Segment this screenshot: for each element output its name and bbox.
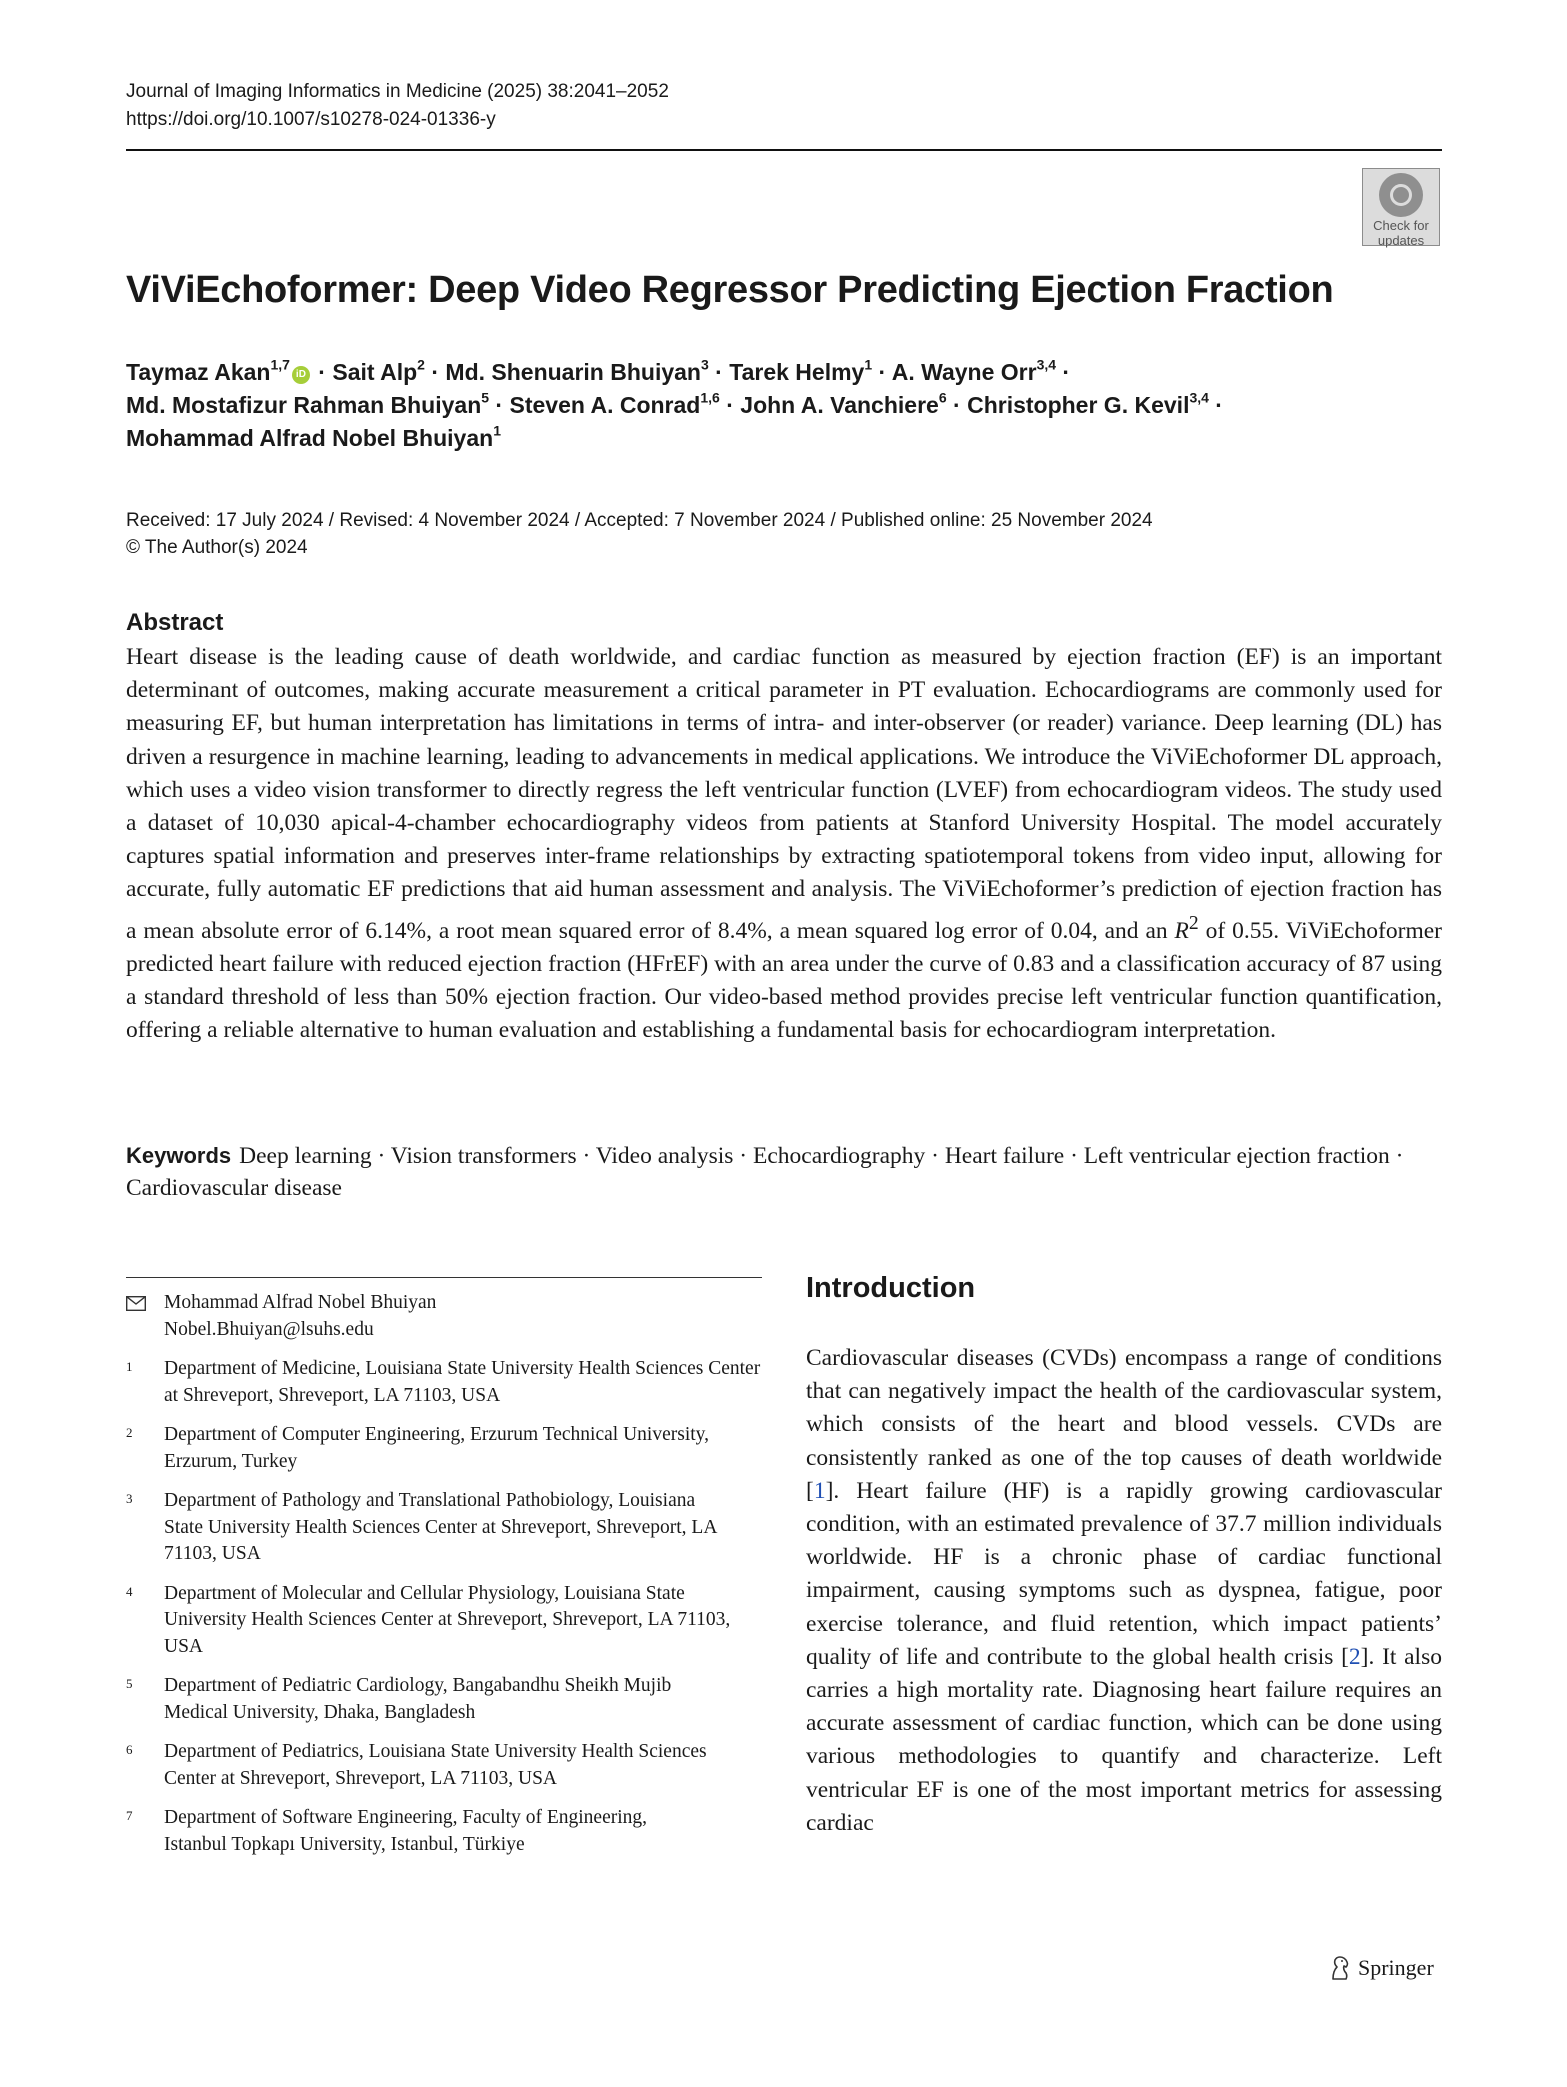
affiliation-text: Department of Software Engineering, Faculty of Engineering, Istanbul Topkapı University, Istanbul, Türkiye xyxy=(164,1807,648,1855)
author-separator: · xyxy=(708,359,730,385)
author-affiliation-sup: 1 xyxy=(864,356,873,373)
journal-header xyxy=(126,78,669,134)
author-affiliation-sup: 3,4 xyxy=(1036,356,1057,373)
affiliation-item xyxy=(126,1356,762,1409)
check-updates-label-2: updates xyxy=(1377,233,1425,248)
author-affiliation-sup: 2 xyxy=(417,356,425,373)
affiliation-item xyxy=(126,1488,762,1568)
affiliation-number: 1 xyxy=(126,1359,133,1374)
introduction-body xyxy=(806,1342,1442,1840)
author-affiliation-sup: 1 xyxy=(493,422,501,439)
author-separator: · xyxy=(424,359,446,385)
author-separator: · xyxy=(311,359,333,385)
header-rule xyxy=(126,149,1442,151)
history-dates: Received: 17 July 2024 / Revised: 4 November 2024 / Accepted: 7 November 2024 / Published online: 25 November 2024 xyxy=(126,510,1153,531)
keywords-list: Deep learning · Vision transformers · Video analysis · Echocardiography · Heart failure · Left ventricular ejection fraction · Cardiovascular disease xyxy=(126,1143,1404,1201)
author-separator: · xyxy=(489,392,510,418)
affiliation-number: 6 xyxy=(126,1742,133,1757)
affiliation-number: 4 xyxy=(126,1583,133,1599)
author-name[interactable]: A. Wayne Orr xyxy=(891,359,1037,385)
author-name[interactable]: Md. Mostafizur Rahman Bhuiyan xyxy=(126,392,482,418)
intro-text-part3: ]. It also carries a high mortality rate. Diagnosing heart failure requires an accurate assessment of cardiac function, which can be done using various methodologies to quantify and characterize. Left ventricular EF is one of the most important metrics for assessing cardiac xyxy=(806,1643,1442,1836)
keywords-label: Keywords xyxy=(126,1143,232,1168)
affiliation-item xyxy=(126,1422,762,1475)
author-name[interactable]: Tarek Helmy xyxy=(729,359,865,385)
author-name[interactable]: Christopher G. Kevil xyxy=(967,392,1190,418)
author-name[interactable]: Md. Shenuarin Bhuiyan xyxy=(445,359,701,385)
citation-link[interactable]: 2 xyxy=(1348,1643,1361,1670)
copyright-line: © The Author(s) 2024 xyxy=(126,537,308,558)
publisher-footer xyxy=(1328,1953,1434,1983)
envelope-icon xyxy=(126,1290,164,1343)
abstract-heading: Abstract xyxy=(126,609,224,636)
r-squared-exponent: 2 xyxy=(1188,912,1199,934)
author-affiliation-sup: 1,7 xyxy=(270,356,290,373)
publication-history xyxy=(126,507,1153,561)
citation-link[interactable]: 1 xyxy=(813,1477,826,1504)
intro-text-part2: ]. Heart failure (HF) is a rapidly growing cardiovascular condition, with an estimated prevalence of 37.7 million individuals worldwide. HF is a chronic phase of cardiac functional impairment, causing symptoms such as dyspnea, fatigue, poor exercise tolerance, and fluid retention, which impact patients’ quality of life and contribute to the global health crisis [ xyxy=(806,1477,1442,1670)
publisher-name: Springer xyxy=(1358,1955,1434,1980)
affiliation-item xyxy=(126,1673,762,1726)
author-affiliation-sup: 1,6 xyxy=(700,389,720,406)
abstract-text-part1: Heart disease is the leading cause of death worldwide, and cardiac function as measured by ejection fraction (EF) is an important determinant of outcomes, making accurate measurement a critical parameter in PT evaluation. Echocardiograms are commonly used for measuring EF, but human interpretation has limitations in terms of intra- and inter-observer (or reader) variance. Deep learning (DL) has driven a resurgence in machine learning, leading to advancements in medical applications. We introduce the ViViEchoformer DL approach, which uses a video vision transformer to directly regress the left ventricular function (LVEF) from echocardiogram videos. The study used a dataset of 10,030 apical-4-chamber echocardiography videos from patients at Stanford University Hospital. The model accurately captures spatial information and preserves inter-frame relationships by extracting spatiotemporal tokens from video input, allowing for accurate, fully automatic EF predictions that aid human assessment and analysis. The ViViEchoformer’s prediction of ejection fraction has a mean absolute error of 6.14%, a root mean squared error of 8.4%, a mean squared log error of 0.04, and an xyxy=(126,644,1442,944)
affiliation-footnotes xyxy=(126,1290,762,1871)
affiliation-text: Department of Pediatric Cardiology, Bangabandhu Sheikh Mujib Medical University, Dhaka, Bangladesh xyxy=(164,1675,672,1723)
author-list xyxy=(126,356,1426,455)
author-name[interactable]: Steven A. Conrad xyxy=(509,392,701,418)
author-affiliation-sup: 5 xyxy=(481,389,490,406)
footnote-rule xyxy=(126,1277,762,1278)
affiliation-text: Department of Computer Engineering, Erzurum Technical University, Erzurum, Turkey xyxy=(164,1424,710,1472)
author-separator: · xyxy=(719,392,741,418)
affiliation-number: 2 xyxy=(126,1425,133,1440)
affiliation-number: 7 xyxy=(126,1808,133,1823)
introduction-heading: Introduction xyxy=(806,1272,976,1304)
check-updates-label-1: Check for xyxy=(1373,218,1429,233)
affiliation-text: Department of Pediatrics, Louisiana State University Health Sciences Center at Shreveport, Shreveport, LA 71103, USA xyxy=(164,1741,707,1789)
affiliation-number: 5 xyxy=(126,1676,133,1691)
author-separator: · xyxy=(1056,359,1071,385)
affiliation-text: Department of Medicine, Louisiana State University Health Sciences Center at Shreveport, Shreveport, LA 71103, USA xyxy=(164,1358,761,1406)
doi-link[interactable]: https://doi.org/10.1007/s10278-024-01336-y xyxy=(126,109,496,130)
affiliation-item xyxy=(126,1805,762,1858)
corresponding-author-name: Mohammad Alfrad Nobel Bhuiyan xyxy=(164,1292,437,1313)
orcid-icon[interactable]: iD xyxy=(292,366,310,384)
check-updates-icon xyxy=(1379,173,1423,217)
author-name[interactable]: Sait Alp xyxy=(332,359,418,385)
affiliation-text: Department of Molecular and Cellular Physiology, Louisiana State University Health Sciences Center at Shreveport, Shreveport, LA 71103, USA xyxy=(164,1582,731,1657)
springer-horse-icon xyxy=(1328,1955,1352,1981)
author-name[interactable]: John A. Vanchiere xyxy=(740,392,939,418)
author-separator: · xyxy=(946,392,968,418)
author-separator: · xyxy=(872,359,892,385)
correspondence-note xyxy=(126,1290,762,1343)
intro-text-part1: Cardiovascular diseases (CVDs) encompass a range of conditions that can negatively impact the health of the cardiovascular system, which consists of the heart and blood vessels. CVDs are consistently ranked as one of the top causes of death worldwide [ xyxy=(806,1345,1442,1504)
author-affiliation-sup: 3,4 xyxy=(1189,389,1209,406)
r-squared-symbol: R xyxy=(1174,917,1189,944)
keywords-block xyxy=(126,1140,1442,1204)
abstract-text-part2: of 0.55. ViViEchoformer predicted heart failure with reduced ejection fraction (HFrEF) with an area under the curve of 0.83 and a classification accuracy of 87 using a standard threshold of less than 50% ejection fraction. Our video-based method provides precise left ventricular function quantification, offering a reliable alternative to human evaluation and establishing a fundamental basis for echocardiogram interpretation. xyxy=(126,917,1442,1044)
affiliation-item xyxy=(126,1739,762,1792)
affiliation-item xyxy=(126,1581,762,1661)
check-for-updates-badge[interactable] xyxy=(1362,168,1440,246)
journal-citation: Journal of Imaging Informatics in Medicine (2025) 38:2041–2052 xyxy=(126,81,669,102)
author-affiliation-sup: 6 xyxy=(938,389,947,406)
author-affiliation-sup: 3 xyxy=(700,356,709,373)
paper-title: ViViEchoformer: Deep Video Regressor Predicting Ejection Fraction xyxy=(126,269,1334,311)
author-separator: · xyxy=(1208,392,1223,418)
author-name[interactable]: Taymaz Akan xyxy=(126,359,271,385)
abstract-body xyxy=(126,641,1442,1047)
author-name[interactable]: Mohammad Alfrad Nobel Bhuiyan xyxy=(126,425,494,451)
corresponding-author-email[interactable]: Nobel.Bhuiyan@lsuhs.edu xyxy=(164,1318,374,1340)
affiliation-number: 3 xyxy=(126,1491,133,1506)
affiliation-text: Department of Pathology and Translational Pathobiology, Louisiana State University Health Sciences Center at Shreveport, Shreveport, LA 71103, USA xyxy=(164,1490,717,1564)
